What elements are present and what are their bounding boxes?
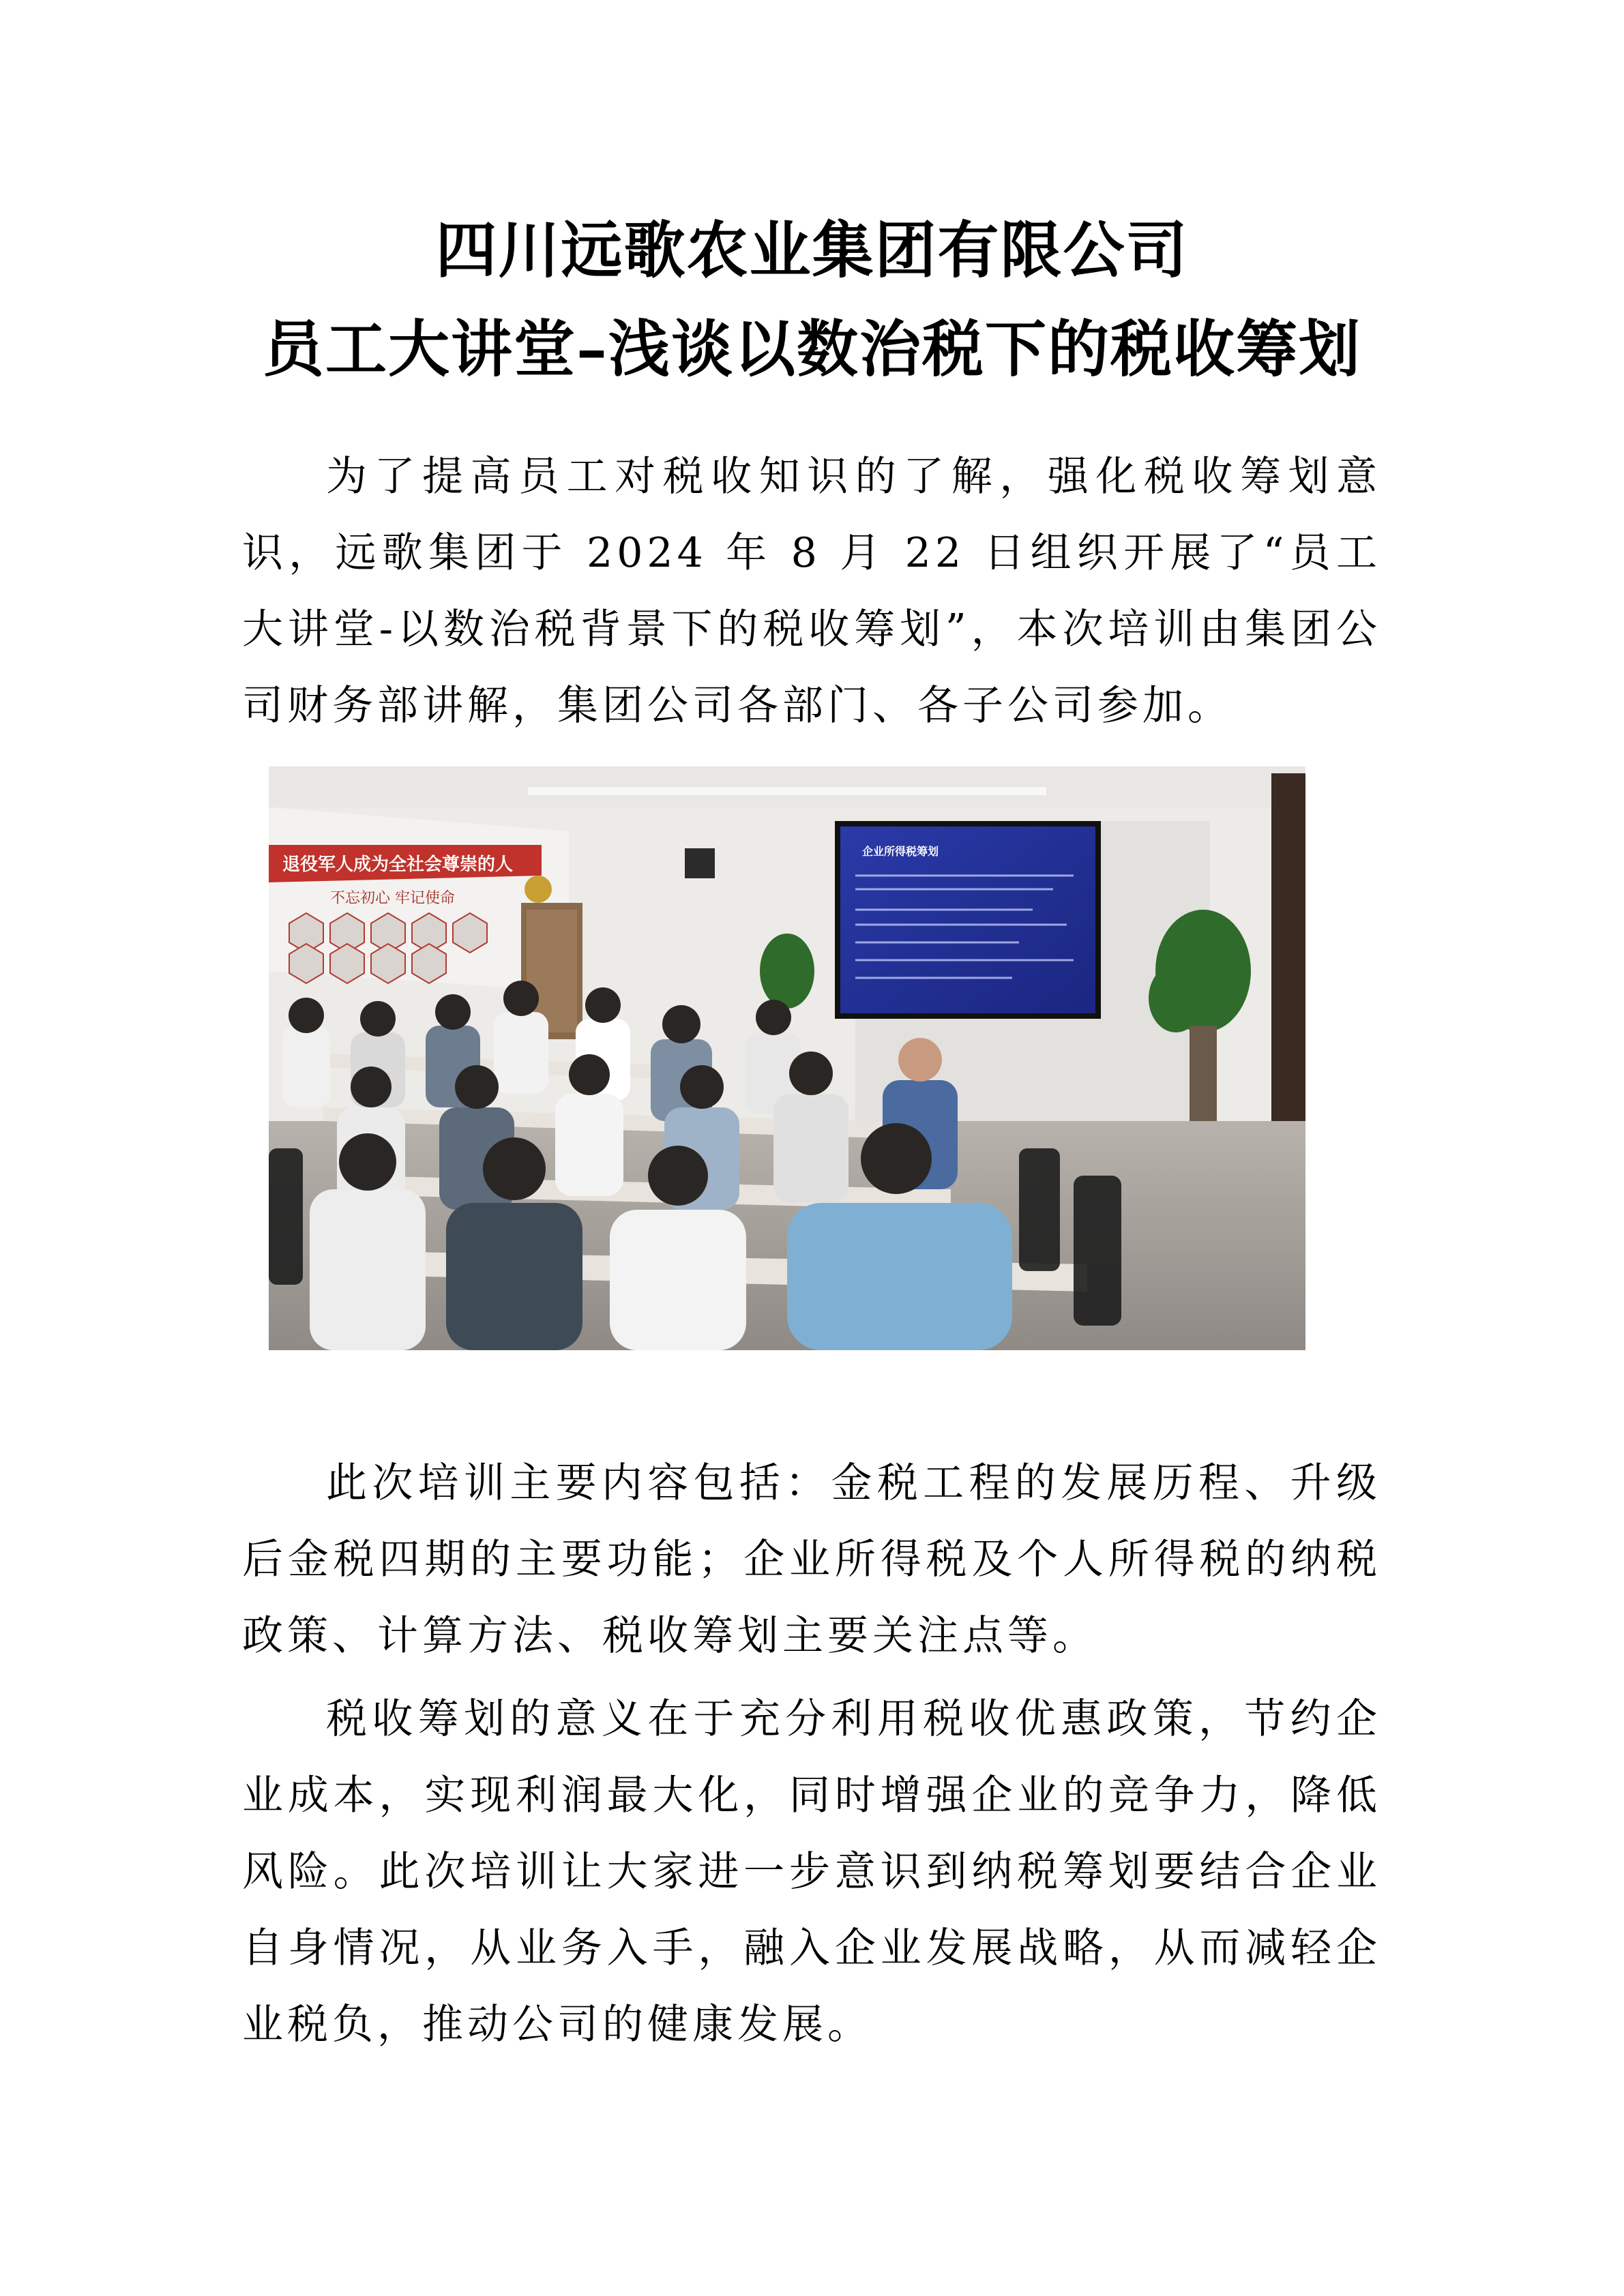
paragraph-intro: 为了提高员工对税收知识的了解，强化税收筹划意识，远歌集团于 2024 年 8 月 22 日组织开展了“员工大讲堂-以数治税背景下的税收筹划”，本次培训由集团公司财务部讲解，集团公司各部门、各子公司参加。 [242, 453, 1381, 730]
title-topic: 员工大讲堂–浅谈以数治税下的税收筹划 [263, 313, 1361, 385]
title-company: 四川远歌农业集团有限公司 [435, 214, 1189, 286]
training-photo [269, 766, 1305, 1350]
wall-slogan: 退役军人成为全社会尊崇的人 [282, 854, 514, 875]
wall-motto: 不忘初心 牢记使命 [330, 890, 455, 907]
paragraph-content: 此次培训主要内容包括：金税工程的发展历程、升级后金税四期的主要功能；企业所得税及个人所得税的纳税政策、计算方法、税收筹划主要关注点等。 [242, 1459, 1381, 1660]
screen-title: 企业所得税筹划 [862, 845, 939, 858]
paragraph-significance: 税收筹划的意义在于充分利用税收优惠政策，节约企业成本，实现利润最大化，同时增强企业的竞争力，降低风险。此次培训让大家进一步意识到纳税筹划要结合企业自身情况，从业务入手，融入企业发展战略，从而减轻企业税负，推动公司的健康发展。 [242, 1695, 1381, 2048]
